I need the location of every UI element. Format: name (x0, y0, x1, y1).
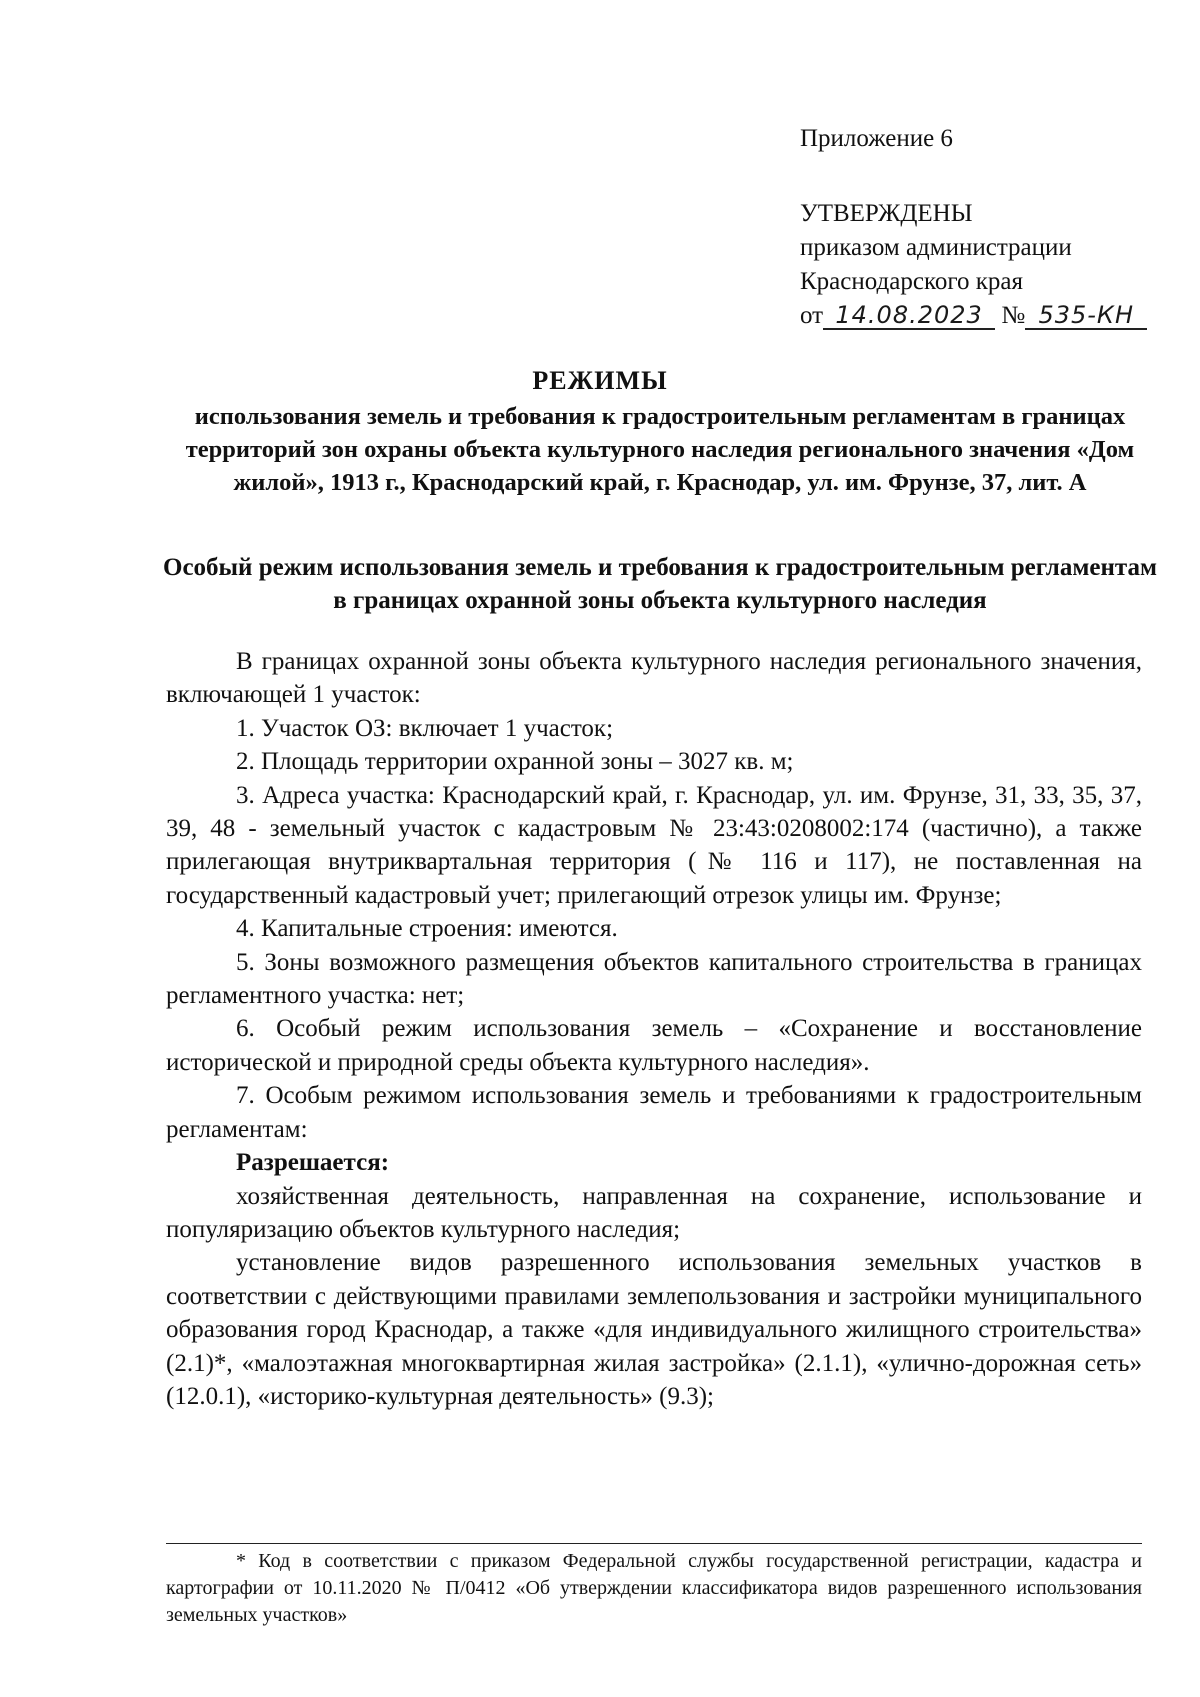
document-title: РЕЖИМЫ (532, 366, 668, 395)
approval-date-line (800, 299, 1147, 333)
number-prefix: № (1001, 302, 1026, 329)
allowed-item: установление видов разрешенного использования земельных участков в соответствии с действующими правилами землепользования и застройки муниципального образования город Краснодар, а также «для индивидуального жилищного строительства» (2.1)*, «малоэтажная многоквартирная жилая застройка» (2.1.1), «улично-дорожная сеть» (12.0.1), «историко-культурная деятельность» (9.3); (166, 1249, 1142, 1410)
document-subtitle: использования земель и требования к градостроительным регламентам в границах территорий зон охраны объекта культурного наследия регионального значения «Дом жилой», 1913 г., Краснодарский край, г. Краснодар, ул. им. Фрунзе, 37, лит. А (185, 403, 1135, 496)
paragraph: 6. Особый режим использования земель – «Сохранение и восстановление исторической и природной среды объекта культурного наследия». (166, 1015, 1142, 1076)
paragraph: 2. Площадь территории охранной зоны – 3027 кв. м; (236, 748, 794, 776)
approval-block (800, 197, 1147, 333)
footnote-text: * Код в соответствии с приказом Федеральной службы государственной регистрации, кадастра и картографии от 10.11.2020 № П/0412 «Об утверждении классификатора видов разрешенного использования земельных участков» (166, 1550, 1142, 1626)
paragraph: 7. Особым режимом использования земель и требованиями к градостроительным регламентам: (166, 1082, 1142, 1143)
allowed-heading: Разрешается: (236, 1149, 390, 1177)
allowed-item: хозяйственная деятельность, направленная на сохранение, использование и популяризацию объектов культурного наследия; (166, 1182, 1142, 1243)
paragraph: В границах охранной зоны объекта культурного наследия регионального значения, включающей 1 участок: (166, 648, 1142, 709)
footnote (166, 1548, 1142, 1629)
paragraph: 4. Капитальные строения: имеются. (236, 915, 618, 943)
document-body (166, 645, 1142, 1413)
paragraph: 3. Адреса участка: Краснодарский край, г. Краснодар, ул. им. Фрунзе, 31, 33, 35, 37, 39, 48 - земельный участок с кадастровым № 23:43:0208002:174 (частично), а также прилегающая внутриквартальная территория (№ 116 и 117), не поставленная на государственный кадастровый учет; прилегающий отрезок улицы им. Фрунзе; (166, 781, 1142, 909)
handwritten-number: 535-КН (1025, 302, 1147, 330)
paragraph: 5. Зоны возможного размещения объектов капитального строительства в границах регламентного участка: нет; (166, 948, 1142, 1010)
date-prefix: от (800, 302, 824, 329)
approval-line-1: приказом администрации (800, 234, 1072, 261)
attachment-label: Приложение 6 (800, 125, 953, 152)
approval-heading: УТВЕРЖДЕНЫ (800, 200, 973, 227)
approval-line-2: Краснодарского края (800, 268, 1023, 295)
paragraph: 1. Участок ОЗ: включает 1 участок; (236, 714, 614, 742)
section-heading: Особый режим использования земель и требования к градостроительным регламентам в границах охранной зоны объекта культурного наследия (163, 554, 1157, 614)
footnote-divider (166, 1543, 1142, 1544)
handwritten-date: 14.08.2023 (823, 302, 995, 330)
